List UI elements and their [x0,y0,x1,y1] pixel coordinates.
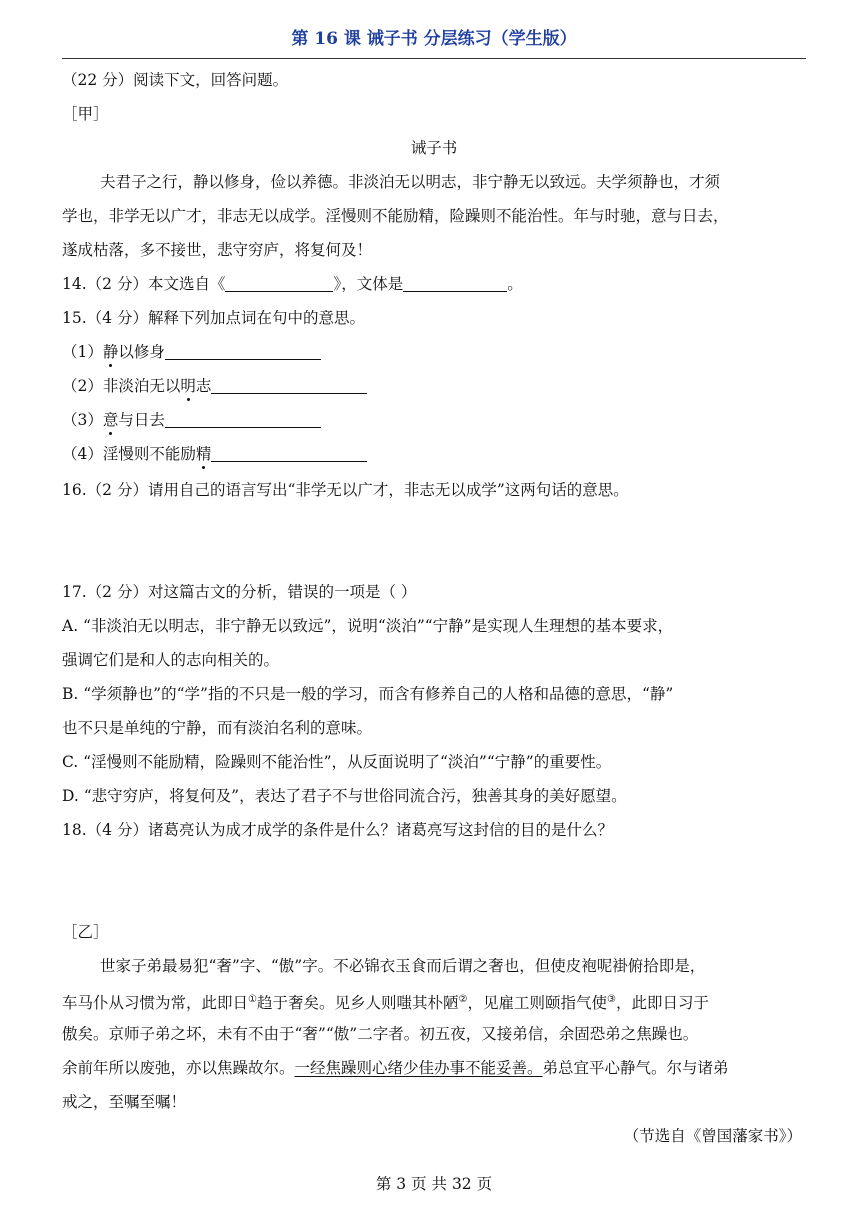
passage-title: 诫子书 [410,139,458,157]
q17-option-line: A. “非淡泊无以明志，非宁静无以致远”，说明“淡泊”“宁静”是实现人生理想的基本要求， [62,617,674,635]
section-label-jia: ［甲］ [62,105,109,123]
footnote-marker: ① [248,994,257,1005]
dotted-word: 静 [102,343,119,361]
intro-text: （22 分）阅读下文，回答问题。 [62,71,289,89]
passage-text: 车马仆从习惯为常，此即日 [62,994,249,1013]
q17-option-line: 强调它们是和人的志向相关的。 [62,651,280,669]
passage-line: 世家子弟最易犯“奢”字、“傲”字。不必锦衣玉食而后谓之奢也，但使皮袍呢褂俯拾即是， [100,957,706,975]
q17-option-line: 也不只是单纯的宁静，而有淡泊名利的意味。 [62,719,373,737]
question-15: 15.（4 分）解释下列加点词在句中的意思。 [62,309,365,327]
q17-option-line: C. “淫慢则不能励精，险躁则不能治性”，从反面说明了“淡泊”“宁静”的重要性。 [62,753,612,771]
item-text: 非淡泊无以 [102,377,181,395]
item-number: （1） [62,343,103,361]
q15-item [62,376,367,396]
underlined-sentence: 一经焦躁则心绪少佳办事不能妥善。 [294,1059,543,1077]
item-text: 以修身 [118,343,165,361]
item-number: （3） [62,411,103,429]
passage-line: 傲矣。京师子弟之坏，未有不由于“奢”“傲”二字者。初五夜，又接弟信，余固恐弟之焦躁也。 [62,1025,699,1043]
question-18: 18.（4 分）诸葛亮认为成才成学的条件是什么？诸葛亮写这封信的目的是什么？ [62,821,613,839]
passage-text: ，此即日习于 [615,994,709,1013]
q17-option-line: D. “悲守穷庐，将复何及”，表达了君子不与世俗同流合污，独善其身的美好愿望。 [62,787,627,805]
q15-item [62,444,367,464]
answer-blank[interactable] [165,411,321,428]
header-divider [62,58,806,59]
dotted-word: 明 [180,377,196,395]
item-number: （2） [62,377,103,395]
passage-text: ，见雇工则颐指气使 [467,994,607,1013]
q14-text-a: 14.（2 分）本文选自《 [62,275,226,293]
item-text: 志 [195,377,212,395]
passage-text: 弟总宜平心静气。尔与诸弟 [542,1059,729,1077]
section-label-yi: ［乙］ [62,923,109,941]
q15-item [62,342,321,362]
q15-item [62,410,321,430]
item-number: （4） [62,445,103,463]
passage-line: 学也，非学无以广才，非志无以成学。淫慢则不能励精，险躁则不能治性。年与时驰，意与日去， [62,207,729,225]
passage-line [62,1058,729,1078]
question-14 [62,274,523,294]
answer-blank[interactable] [211,445,367,462]
answer-blank[interactable] [403,275,507,292]
answer-blank[interactable] [211,377,367,394]
q17-option-line: B. “学须静也”的“学”指的不只是一般的学习，而含有修养自己的人格和品德的意思，“静” [62,685,674,703]
question-17: 17.（2 分）对这篇古文的分析，错误的一项是（ ） [62,583,417,601]
question-16: 16.（2 分）请用自己的语言写出“非学无以广才，非志无以成学”这两句话的意思。 [62,481,629,499]
answer-blank[interactable] [225,275,333,292]
item-text: 淫慢则不能励 [102,445,196,463]
page-footer: 第 3 页 共 32 页 [375,1175,493,1193]
passage-text: 趋于奢矣。见乡人则嗤其朴陋 [256,994,459,1013]
page-header-title: 第 16 课 诫子书 分层练习（学生版） [291,29,577,49]
passage-line [62,990,709,1013]
q14-text-b: 》，文体是 [333,275,404,293]
footnote-marker: ③ [606,994,616,1005]
passage-line: 戒之，至嘱至嘱！ [62,1093,187,1111]
q14-text-c: 。 [507,275,523,293]
answer-blank[interactable] [165,343,321,360]
source-citation: （节选自《曾国藩家书》） [623,1127,802,1145]
passage-line: 遂成枯落，多不接世，悲守穷庐，将复何及！ [62,241,373,259]
dotted-word: 意 [102,411,119,429]
footnote-marker: ② [458,994,468,1005]
item-text: 与日去 [118,411,165,429]
dotted-word: 精 [195,445,212,463]
passage-text: 余前年所以废弛，亦以焦躁故尔。 [62,1059,295,1077]
passage-line: 夫君子之行，静以修身，俭以养德。非淡泊无以明志，非宁静无以致远。夫学须静也，才须 [100,173,721,191]
